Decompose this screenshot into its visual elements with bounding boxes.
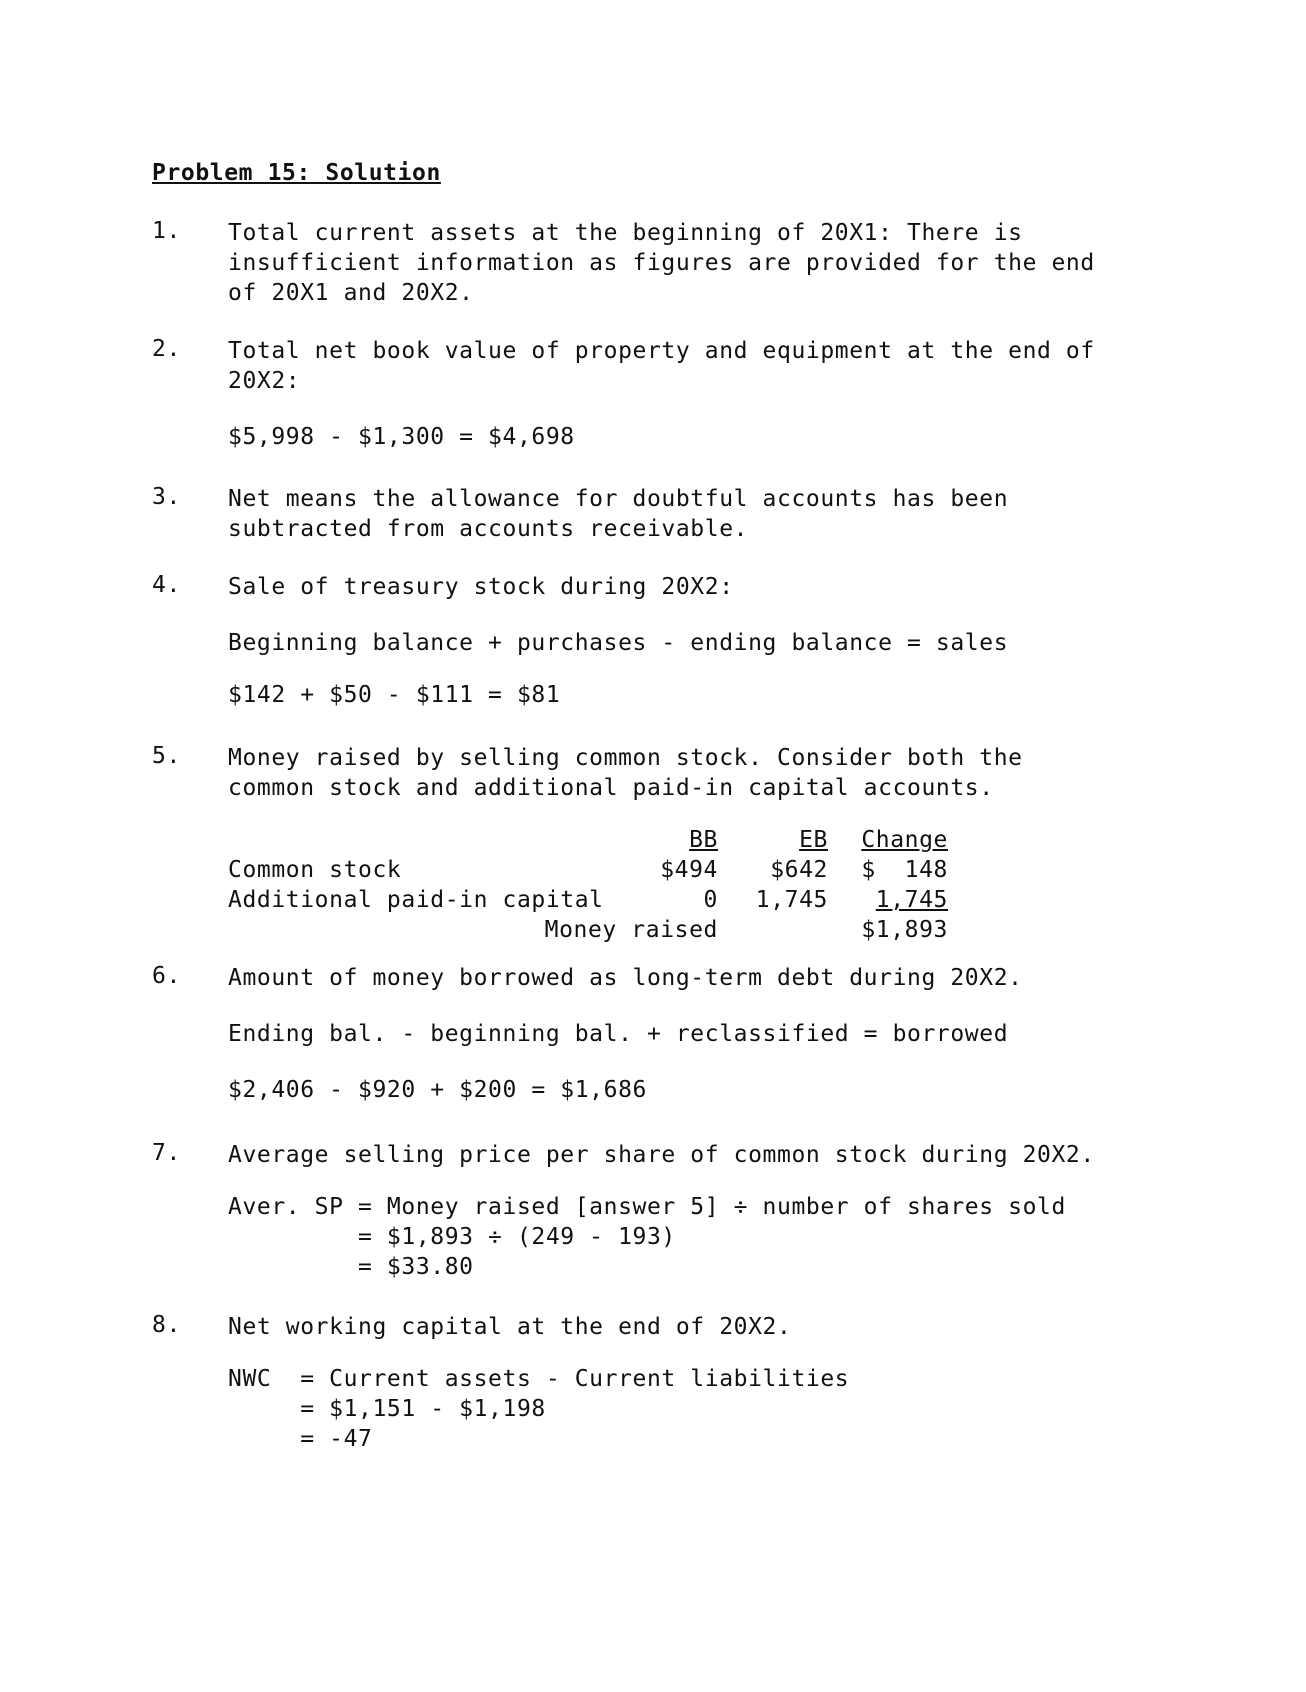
calculation: $142 + $50 - $111 = $81 <box>228 682 561 708</box>
calculation: NWC = Current assets - Current liabilities <box>228 1366 850 1392</box>
calculation: $5,998 - $1,300 = $4,698 <box>228 424 575 450</box>
formula: Ending bal. - beginning bal. + reclassified = borrowed <box>228 1021 1009 1047</box>
calculation: = -47 <box>228 1426 373 1452</box>
header-eb: EB <box>799 827 828 853</box>
cell-eb: 1,745 <box>755 887 828 913</box>
item-text: Total net book value of property and equipment at the end of <box>228 338 1095 364</box>
item-text: Total current assets at the beginning of 20X1: There is <box>228 220 1023 246</box>
item-number: 6. <box>152 963 181 989</box>
item-text: Amount of money borrowed as long-term debt during 20X2. <box>228 965 1023 991</box>
calculation: $2,406 - $920 + $200 = $1,686 <box>228 1077 647 1103</box>
item-number: 3. <box>152 484 181 510</box>
item-text: Money raised by selling common stock. Consider both the <box>228 745 1023 771</box>
row-label: Additional paid-in capital <box>228 887 604 913</box>
item-number: 1. <box>152 218 181 244</box>
item-number: 4. <box>152 572 181 598</box>
cell-eb: $642 <box>770 857 828 883</box>
item-number: 2. <box>152 336 181 362</box>
item-text: Net working capital at the end of 20X2. <box>228 1314 792 1340</box>
total-value: $1,893 <box>861 917 948 943</box>
total-label: Money raised <box>544 917 718 943</box>
formula: Beginning balance + purchases - ending balance = sales <box>228 630 1009 656</box>
page-title: Problem 15: Solution <box>152 160 441 186</box>
item-text: Average selling price per share of common stock during 20X2. <box>228 1142 1095 1168</box>
calculation: = $1,151 - $1,198 <box>228 1396 546 1422</box>
row-label: Common stock <box>228 857 402 883</box>
item-text: common stock and additional paid-in capital accounts. <box>228 775 994 801</box>
calculation: = $1,893 ÷ (249 - 193) <box>228 1224 676 1250</box>
cell-bb: 0 <box>703 887 718 913</box>
header-bb: BB <box>689 827 718 853</box>
cell-change: 1,745 <box>875 887 948 913</box>
item-text: Sale of treasury stock during 20X2: <box>228 574 734 600</box>
item-number: 5. <box>152 743 181 769</box>
item-number: 8. <box>152 1312 181 1338</box>
stock-table <box>228 825 1188 949</box>
calculation: = $33.80 <box>228 1254 474 1280</box>
item-text: of 20X1 and 20X2. <box>228 280 474 306</box>
item-text: subtracted from accounts receivable. <box>228 516 749 542</box>
cell-change: $ 148 <box>861 857 948 883</box>
cell-bb: $494 <box>660 857 718 883</box>
item-text: insufficient information as figures are provided for the end <box>228 250 1095 276</box>
item-text: 20X2: <box>228 368 301 394</box>
header-change: Change <box>861 827 948 853</box>
item-text: Net means the allowance for doubtful accounts has been <box>228 486 1009 512</box>
item-number: 7. <box>152 1140 181 1166</box>
calculation: Aver. SP = Money raised [answer 5] ÷ number of shares sold <box>228 1194 1066 1220</box>
